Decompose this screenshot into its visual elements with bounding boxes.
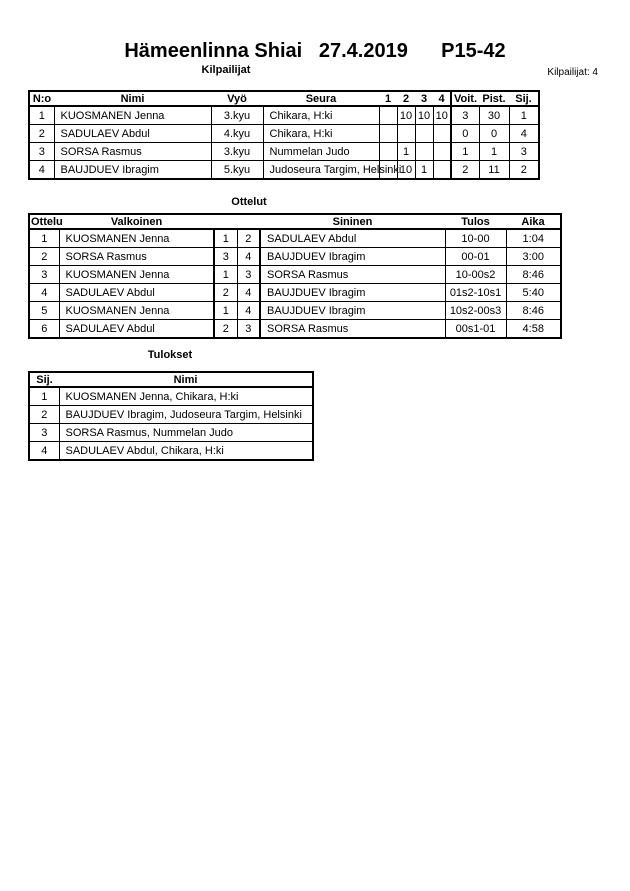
- cell-rank: 3: [29, 424, 59, 442]
- cell-match-number: 1: [29, 229, 59, 248]
- cell-result: 10-00s2: [445, 266, 506, 284]
- cell-match1: [379, 106, 397, 125]
- cell-blue-name: BAUJDUEV Ibragim: [260, 302, 445, 320]
- cell-sij: 4: [509, 125, 539, 143]
- col-header-blue-number: [237, 214, 260, 229]
- cell-voit: 2: [451, 161, 479, 180]
- cell-rank: 2: [29, 406, 59, 424]
- cell-nimi: BAUJDUEV Ibragim: [54, 161, 211, 180]
- table-row: [29, 387, 313, 406]
- table-row: [29, 248, 561, 266]
- cell-nimi: KUOSMANEN Jenna: [54, 106, 211, 125]
- cell-blue-name: SORSA Rasmus: [260, 320, 445, 339]
- cell-match2: [397, 125, 415, 143]
- cell-white-name: KUOSMANEN Jenna: [59, 302, 214, 320]
- col-header-nimi: Nimi: [54, 91, 211, 106]
- cell-white-name: SORSA Rasmus: [59, 248, 214, 266]
- cell-white-number: 2: [214, 284, 237, 302]
- cell-voit: 0: [451, 125, 479, 143]
- cell-white-number: 1: [214, 266, 237, 284]
- col-header-aika: Aika: [506, 214, 561, 229]
- cell-match1: [379, 143, 397, 161]
- cell-sij: 2: [509, 161, 539, 180]
- cell-match1: [379, 125, 397, 143]
- col-header-sij: Sij.: [29, 372, 59, 387]
- col-header-vyo: Vyö: [211, 91, 263, 106]
- cell-rank: 1: [29, 387, 59, 406]
- cell-blue-number: 4: [237, 302, 260, 320]
- cell-match-number: 2: [29, 248, 59, 266]
- cell-name-club: SORSA Rasmus, Nummelan Judo: [59, 424, 313, 442]
- cell-voit: 1: [451, 143, 479, 161]
- section-title-kilpailijat: Kilpailijat: [201, 64, 251, 76]
- table-row: [29, 143, 539, 161]
- table-row: [29, 229, 561, 248]
- cell-time: 4:58: [506, 320, 561, 339]
- cell-rank: 4: [29, 442, 59, 461]
- col-header-match1: 1: [379, 91, 397, 106]
- cell-time: 1:04: [506, 229, 561, 248]
- cell-match-number: 3: [29, 266, 59, 284]
- cell-result: 10-00: [445, 229, 506, 248]
- cell-vyo: 5.kyu: [211, 161, 263, 180]
- cell-time: 8:46: [506, 266, 561, 284]
- col-header-match3: 3: [415, 91, 433, 106]
- cell-seura: Chikara, H:ki: [263, 106, 379, 125]
- cell-pist: 11: [479, 161, 509, 180]
- cell-time: 3:00: [506, 248, 561, 266]
- cell-white-number: 1: [214, 229, 237, 248]
- cell-white-number: 2: [214, 320, 237, 339]
- col-header-valkoinen: Valkoinen: [59, 214, 214, 229]
- cell-time: 5:40: [506, 284, 561, 302]
- cell-match3: 1: [415, 161, 433, 180]
- cell-blue-name: SADULAEV Abdul: [260, 229, 445, 248]
- cell-match4: [433, 161, 451, 180]
- section-title-tulokset: Tulokset: [147, 349, 193, 361]
- cell-blue-number: 4: [237, 248, 260, 266]
- cell-pist: 0: [479, 125, 509, 143]
- cell-match4: [433, 125, 451, 143]
- cell-match2: 10: [397, 106, 415, 125]
- cell-nimi: SADULAEV Abdul: [54, 125, 211, 143]
- cell-result: 00s1-01: [445, 320, 506, 339]
- cell-result: 10s2-00s3: [445, 302, 506, 320]
- table-row: [29, 320, 561, 339]
- table-row: [29, 442, 313, 461]
- cell-match3: [415, 143, 433, 161]
- cell-white-number: 1: [214, 302, 237, 320]
- cell-match4: 10: [433, 106, 451, 125]
- table-row: [29, 302, 561, 320]
- table-row: [29, 106, 539, 125]
- cell-pist: 1: [479, 143, 509, 161]
- cell-pist: 30: [479, 106, 509, 125]
- table-row: [29, 125, 539, 143]
- table-row: [29, 266, 561, 284]
- cell-white-name: KUOSMANEN Jenna: [59, 229, 214, 248]
- cell-vyo: 4.kyu: [211, 125, 263, 143]
- cell-match-number: 5: [29, 302, 59, 320]
- ottelut-table: [28, 213, 562, 339]
- cell-vyo: 3.kyu: [211, 106, 263, 125]
- col-header-pist: Pist.: [479, 91, 509, 106]
- cell-white-name: KUOSMANEN Jenna: [59, 266, 214, 284]
- col-header-sininen: Sininen: [260, 214, 445, 229]
- cell-white-name: SADULAEV Abdul: [59, 284, 214, 302]
- table-row: [29, 424, 313, 442]
- cell-name-club: SADULAEV Abdul, Chikara, H:ki: [59, 442, 313, 461]
- cell-match2: 10: [397, 161, 415, 180]
- col-header-no: N:o: [29, 91, 54, 106]
- cell-voit: 3: [451, 106, 479, 125]
- kilpailijat-header-row: [29, 91, 539, 106]
- col-header-nimi: Nimi: [59, 372, 313, 387]
- cell-blue-number: 3: [237, 320, 260, 339]
- cell-time: 8:46: [506, 302, 561, 320]
- cell-match4: [433, 143, 451, 161]
- cell-match-number: 6: [29, 320, 59, 339]
- kilpailijat-table: [28, 90, 540, 180]
- cell-white-name: SADULAEV Abdul: [59, 320, 214, 339]
- cell-sij: 3: [509, 143, 539, 161]
- col-header-tulos: Tulos: [445, 214, 506, 229]
- cell-match-number: 4: [29, 284, 59, 302]
- cell-match3: [415, 125, 433, 143]
- cell-match2: 1: [397, 143, 415, 161]
- cell-blue-number: 3: [237, 266, 260, 284]
- col-header-match4: 4: [433, 91, 451, 106]
- table-row: [29, 406, 313, 424]
- cell-blue-name: BAUJDUEV Ibragim: [260, 284, 445, 302]
- cell-result: 01s2-10s1: [445, 284, 506, 302]
- table-row: [29, 284, 561, 302]
- cell-no: 2: [29, 125, 54, 143]
- page-title: Hämeenlinna Shiai 27.4.2019 P15-42: [124, 40, 506, 62]
- col-header-white-number: [214, 214, 237, 229]
- cell-no: 3: [29, 143, 54, 161]
- cell-result: 00-01: [445, 248, 506, 266]
- cell-name-club: BAUJDUEV Ibragim, Judoseura Targim, Helsinki: [59, 406, 313, 424]
- cell-seura: Judoseura Targim, Helsinki: [263, 161, 379, 180]
- ottelut-header-row: [29, 214, 561, 229]
- cell-blue-name: SORSA Rasmus: [260, 266, 445, 284]
- cell-name-club: KUOSMANEN Jenna, Chikara, H:ki: [59, 387, 313, 406]
- col-header-voit: Voit.: [451, 91, 479, 106]
- cell-sij: 1: [509, 106, 539, 125]
- cell-seura: Chikara, H:ki: [263, 125, 379, 143]
- cell-blue-name: BAUJDUEV Ibragim: [260, 248, 445, 266]
- col-header-sij: Sij.: [509, 91, 539, 106]
- col-header-match2: 2: [397, 91, 415, 106]
- tulokset-header-row: [29, 372, 313, 387]
- cell-vyo: 3.kyu: [211, 143, 263, 161]
- col-header-seura: Seura: [263, 91, 379, 106]
- cell-no: 1: [29, 106, 54, 125]
- table-row: [29, 161, 539, 180]
- cell-match3: 10: [415, 106, 433, 125]
- cell-blue-number: 4: [237, 284, 260, 302]
- col-header-ottelu: Ottelu: [31, 215, 63, 228]
- tulokset-table: [28, 371, 314, 461]
- cell-white-number: 3: [214, 248, 237, 266]
- competitors-count-label: Kilpailijat: 4: [547, 67, 598, 78]
- section-title-ottelut: Ottelut: [231, 196, 267, 208]
- cell-no: 4: [29, 161, 54, 180]
- cell-seura: Nummelan Judo: [263, 143, 379, 161]
- cell-blue-number: 2: [237, 229, 260, 248]
- cell-nimi: SORSA Rasmus: [54, 143, 211, 161]
